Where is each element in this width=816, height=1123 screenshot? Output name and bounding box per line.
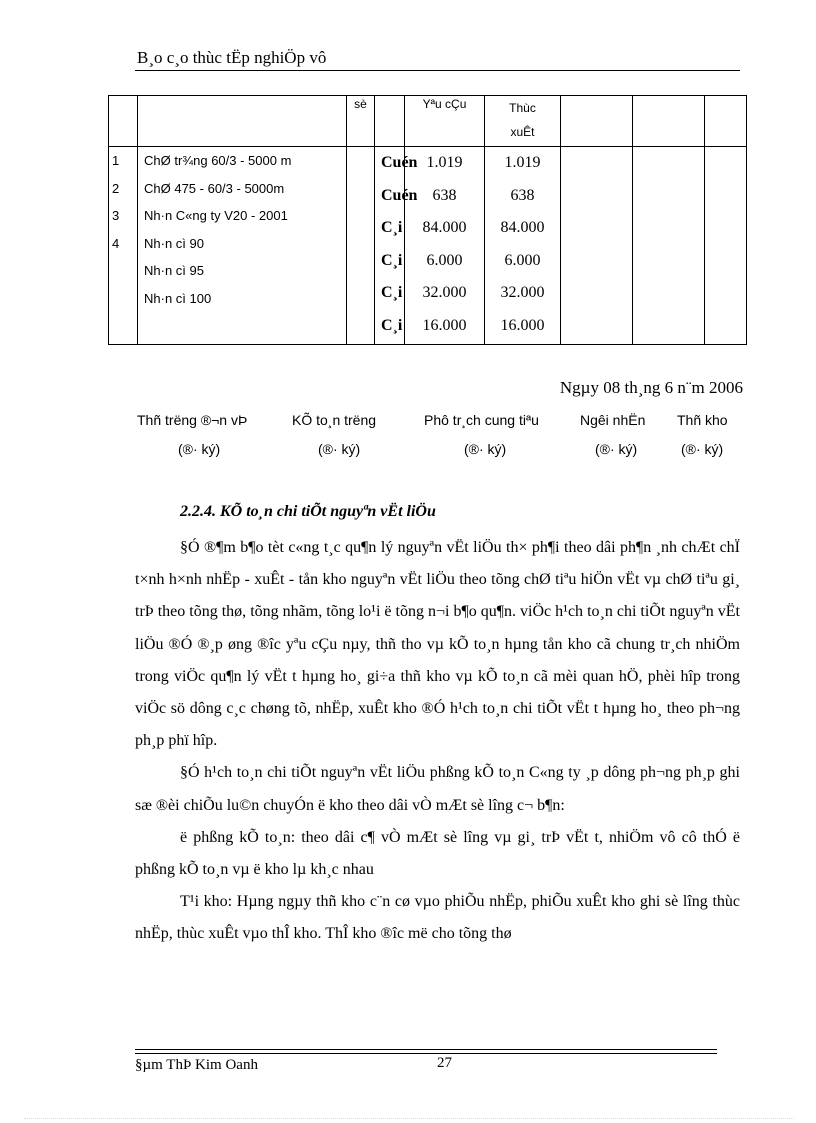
extra-cell bbox=[705, 147, 747, 345]
issued-qty: 1.019 bbox=[504, 154, 541, 171]
extra-cell bbox=[561, 147, 633, 345]
materials-table bbox=[108, 95, 747, 345]
signature-signed-note: (®· ký) bbox=[681, 441, 724, 457]
header-cell-extra2 bbox=[633, 96, 705, 147]
item-unit: C¸i bbox=[381, 219, 403, 236]
header-issued-line1: Thùc bbox=[509, 101, 536, 115]
row-index: 3 bbox=[112, 208, 120, 223]
requested-qty: 6.000 bbox=[426, 251, 463, 269]
issued-qty: 32.000 bbox=[500, 284, 545, 301]
signature-signed-note: (®· ký) bbox=[318, 441, 361, 457]
body-paragraph: §Ó h¹ch to¸n chi tiÕt nguyªn vËt liÖu phßng kÕ to¸n C«ng ty ¸p dông ph¬ng ph¸p ghi sæ ®èi chiÕu lu©n chuyÓn ë kho theo dâi vÒ mÆt sè lîng c¬ b¶n: bbox=[135, 764, 740, 814]
item-name-cell bbox=[138, 147, 347, 345]
table-row bbox=[109, 147, 747, 345]
index-cell bbox=[109, 147, 138, 345]
page-bottom-border bbox=[24, 1118, 794, 1119]
item-name: Nh·n C«ng ty V20 - 2001 bbox=[144, 208, 288, 223]
row-index: 2 bbox=[112, 180, 120, 196]
item-unit: Cuén bbox=[381, 154, 418, 171]
body-text bbox=[135, 532, 740, 951]
issued-qty: 6.000 bbox=[504, 251, 541, 269]
issued-qty: 638 bbox=[510, 186, 535, 204]
signature-signed-note: (®· ký) bbox=[464, 441, 507, 457]
body-paragraph: §Ó ®¶m b¶o tèt c«ng t¸c qu¶n lý nguyªn vËt liÖu th× ph¶i theo dâi ph¶n ¸nh chÆt chÏ t×nh h×nh nhËp - xuÊt - tån kho nguyªn vËt liÖu theo tõng chØ tiªu hiÖn vËt vµ chØ tiªu gi¸ trÞ theo tõng thø, tõng nhãm, tõng lo¹i ë tõng n¬i b¶o qu¶n. viÖc h¹ch to¸n chi tiÕt nguyªn vËt liÖu ®Ó ®¸p øng ®îc yªu cÇu nµy, thñ tho vµ kÕ to¸n hµng tån kho cã chung tr¸ch nhiÖm trong viÖc qu¶n lý vËt t hµng ho¸ gi÷a thñ kho vµ kÕ to¸n cã mèi quan hÖ, phèi hîp trong viÖc sö dông c¸c chøng tõ, nhËp, xuÊt kho ®Ó h¹ch to¸n chi tiÕt vËt t hµng ho¸ theo ph¬ng ph¸p phï hîp. bbox=[135, 539, 740, 750]
footer-rule bbox=[135, 1053, 717, 1054]
signature-title-chief-accountant: KÕ to¸n trëng bbox=[292, 412, 377, 428]
item-name: ChØ 475 - 60/3 - 5000m bbox=[144, 180, 285, 196]
code-cell bbox=[347, 147, 375, 345]
header-cell-requested bbox=[405, 96, 485, 147]
header-cell-issued bbox=[485, 96, 561, 147]
table-header-row bbox=[109, 96, 747, 147]
section-heading: 2.2.4. KÕ to¸n chi tiÕt nguyªn vËt liÖu bbox=[180, 503, 436, 520]
header-issued-line2: xuÊt bbox=[510, 125, 535, 139]
requested-qty: 638 bbox=[432, 186, 457, 204]
header-rule bbox=[135, 70, 740, 71]
unit-cell bbox=[375, 147, 418, 345]
item-name: ChØ tr¾ng 60/3 - 5000 m bbox=[144, 153, 292, 168]
signature-title-supply: Phô tr¸ch cung tiªu bbox=[424, 412, 539, 428]
body-paragraph: T¹i kho: Hµng ngµy thñ kho c¨n cø vµo phiÕu nhËp, phiÕu xuÊt kho ghi sè lîng thùc nhËp, thùc xuÊt vµo thÎ kho. ThÎ kho ®îc më cho tõng thø bbox=[135, 893, 740, 943]
requested-qty: 16.000 bbox=[422, 316, 467, 334]
signature-title-unit-head: Thñ trëng ®¬n vÞ bbox=[137, 412, 248, 428]
item-name: Nh·n cì 100 bbox=[144, 290, 212, 306]
item-unit: Cuén bbox=[381, 186, 418, 204]
item-name: Nh·n cì 90 bbox=[144, 235, 204, 251]
requested-qty: 1.019 bbox=[426, 154, 463, 171]
date-line: Ngµy 08 th¸ng 6 n¨m 2006 bbox=[559, 378, 743, 397]
item-unit: C¸i bbox=[381, 316, 403, 334]
row-index: 4 bbox=[112, 235, 120, 251]
requested-qty: 32.000 bbox=[422, 284, 467, 301]
header-cell-index bbox=[109, 96, 138, 147]
header-cell-extra3 bbox=[705, 96, 747, 147]
page-header-title: B¸o c¸o thùc tËp nghiÖp vô bbox=[137, 48, 327, 67]
item-unit: C¸i bbox=[381, 251, 403, 269]
header-cell-code bbox=[347, 96, 375, 147]
signature-title-storekeeper: Thñ kho bbox=[677, 412, 728, 428]
header-code-label: sè bbox=[354, 97, 367, 111]
body-paragraph: ë phßng kÕ to¸n: theo dâi c¶ vÒ mÆt sè lîng vµ gi¸ trÞ vËt t, nhiÖm vô cô thÓ ë phßng kÕ to¸n vµ ë kho lµ kh¸c nhau bbox=[135, 828, 740, 879]
signature-signed-note: (®· ký) bbox=[178, 441, 221, 457]
header-cell-name bbox=[138, 96, 347, 147]
signature-signed-note: (®· ký) bbox=[595, 441, 638, 457]
header-cell-extra1 bbox=[561, 96, 633, 147]
item-unit: C¸i bbox=[381, 284, 403, 301]
issued-cell bbox=[485, 147, 561, 345]
header-requested-label: Yªu cÇu bbox=[422, 97, 467, 111]
row-index: 1 bbox=[112, 153, 120, 168]
header-cell-unit bbox=[375, 96, 405, 147]
issued-qty: 16.000 bbox=[500, 316, 545, 334]
item-name: Nh·n cì 95 bbox=[144, 263, 204, 278]
footer-rule bbox=[135, 1049, 717, 1050]
extra-cell bbox=[633, 147, 705, 345]
issued-qty: 84.000 bbox=[500, 219, 545, 236]
page-number: 27 bbox=[437, 1055, 452, 1071]
footer-author: §µm ThÞ Kim Oanh bbox=[135, 1057, 258, 1073]
requested-cell bbox=[405, 147, 485, 345]
signature-title-receiver: Ngêi nhËn bbox=[580, 412, 646, 428]
requested-qty: 84.000 bbox=[422, 219, 467, 236]
